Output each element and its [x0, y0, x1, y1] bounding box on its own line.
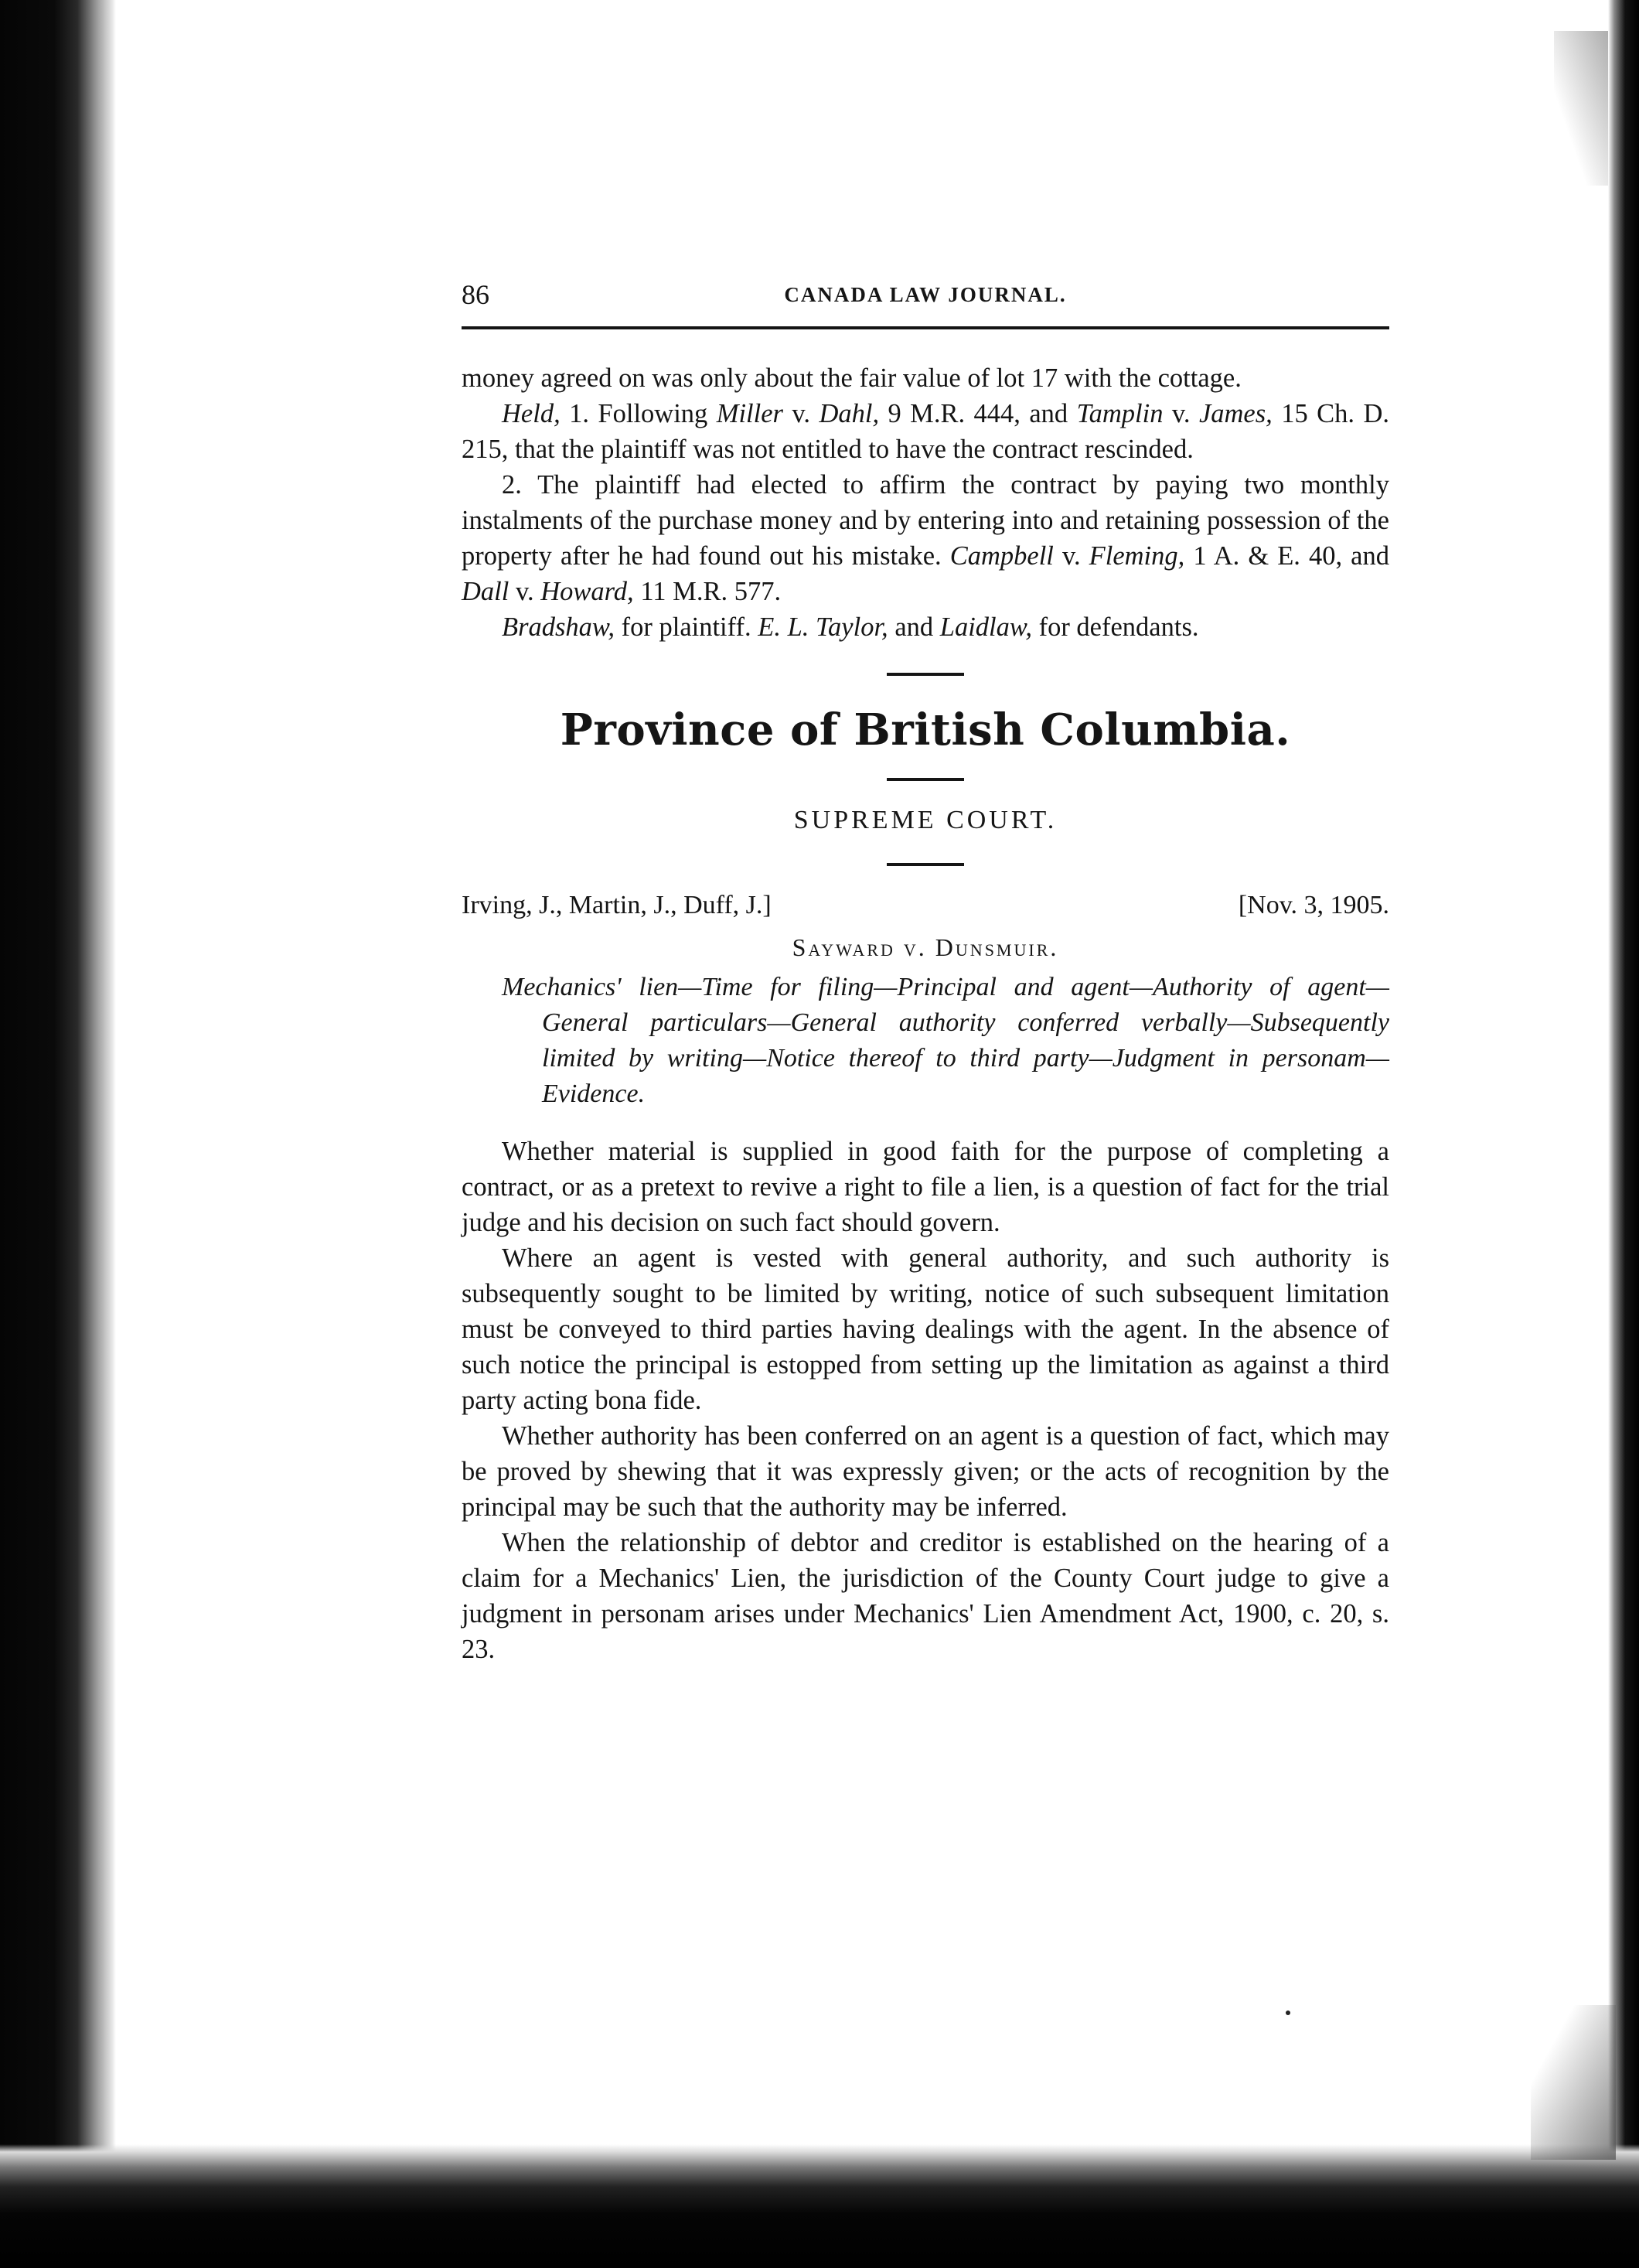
scan-edge-right	[1608, 0, 1639, 2268]
scan-edge-left	[0, 0, 116, 2268]
page-number: 86	[462, 279, 489, 310]
decision-date: [Nov. 3, 1905.	[1238, 891, 1389, 919]
counsel-name: Laidlaw,	[939, 612, 1032, 642]
header-rule	[462, 326, 1389, 329]
holding-paragraph: Whether authority has been conferred on an agent is a question of fact, which may be proved by shewing that it was expressly given; or the acts of recognition by the principal may be such that the authority may be inferred.	[462, 1421, 1389, 1522]
court-heading: SUPREME COURT.	[793, 806, 1058, 834]
case-name-italic: Miller	[716, 399, 783, 428]
page-corner-curl	[1531, 2005, 1616, 2160]
text-run: 9 M.R. 444, and	[879, 399, 1077, 428]
text-run: for defendants.	[1031, 612, 1199, 642]
case-name-italic: Dahl,	[819, 399, 880, 428]
running-head	[462, 278, 1389, 322]
text-run: 1. Following	[560, 399, 717, 428]
case-name-italic: Campbell	[949, 541, 1054, 571]
paragraph-counsel	[462, 609, 1389, 645]
text-run: 1 A. & E. 40, and	[1184, 541, 1389, 571]
case-name-italic: Dall	[462, 577, 509, 606]
counsel-name: E. L. Taylor,	[758, 612, 888, 642]
holding-paragraph: Whether material is supplied in good faith for the purpose of completing a contract, or as a pretext to revive a right to file a lien, is a question of fact for the trial judge and his decision on such fact should govern.	[462, 1137, 1389, 1237]
section-divider	[887, 863, 964, 866]
text-run: v.	[782, 399, 820, 428]
journal-title: CANADA LAW JOURNAL.	[784, 283, 1067, 306]
text-run: for plaintiff.	[615, 612, 758, 642]
opening-text	[462, 360, 1389, 645]
counsel-name: Bradshaw,	[502, 612, 615, 642]
province-heading: Province of British Columbia.	[560, 704, 1291, 755]
paragraph-second-holding	[462, 467, 1389, 609]
print-speck	[1286, 2011, 1290, 2015]
text-run: 11 M.R. 577.	[633, 577, 782, 606]
text-run: v.	[1053, 541, 1089, 571]
judges: Irving, J., Martin, J., Duff, J.]	[462, 891, 772, 919]
text-run: money agreed on was only about the fair value of lot 17 with the cottage.	[462, 363, 1242, 393]
text-run: 15 Ch. D. 215, that the plaintiff was not entitled to have the contract rescinded.	[462, 399, 1390, 464]
text-run: v.	[509, 577, 541, 606]
holdings	[462, 1134, 1389, 1667]
case-name-italic: James,	[1198, 399, 1273, 428]
held-label: Held,	[502, 399, 561, 428]
bench-and-date	[462, 891, 1389, 929]
scan-edge-bottom	[0, 2144, 1639, 2268]
case-name-italic: Howard,	[540, 577, 634, 606]
paragraph-held	[462, 396, 1389, 467]
holding-paragraph: Where an agent is vested with general authority, and such authority is subsequently sought to be limited by writing, notice of such subsequent limitation must be conveyed to third parties having dealings with the agent. In the absence of such notice the principal is estopped from setting up the limitation as against a third party acting bona fide.	[462, 1243, 1389, 1415]
section-divider	[887, 673, 964, 676]
section-divider	[887, 778, 964, 781]
text-run: 2. The plaintiff had elected to affirm the contract by paying two monthly instalments of the purchase money and by entering into and retaining possession of the property after he had found out his mistake.	[462, 470, 1389, 571]
case-title: Sayward v. Dunsmuir.	[792, 933, 1059, 961]
case-name-italic: Fleming,	[1089, 541, 1185, 571]
page-corner-shadow	[1554, 31, 1608, 186]
case-name-italic: Tamplin	[1076, 399, 1164, 428]
journal-page	[462, 278, 1389, 1667]
paragraph-continuation	[462, 360, 1389, 396]
headnote-catchwords: Mechanics' lien—Time for filing—Principal and agent—Authority of agent—General particulars—General authority conferred verbally—Subsequently limited by writing—Notice thereof to third party—Judgment in personam—Evidence.	[502, 973, 1389, 1108]
text-run: and	[888, 612, 940, 642]
text-run: v.	[1163, 399, 1199, 428]
holding-paragraph: When the relationship of debtor and creditor is established on the hearing of a claim for a Mechanics' Lien, the jurisdiction of the County Court judge to give a judgment in personam arises under Mechanics' Lien Amendment Act, 1900, c. 20, s. 23.	[462, 1528, 1389, 1664]
